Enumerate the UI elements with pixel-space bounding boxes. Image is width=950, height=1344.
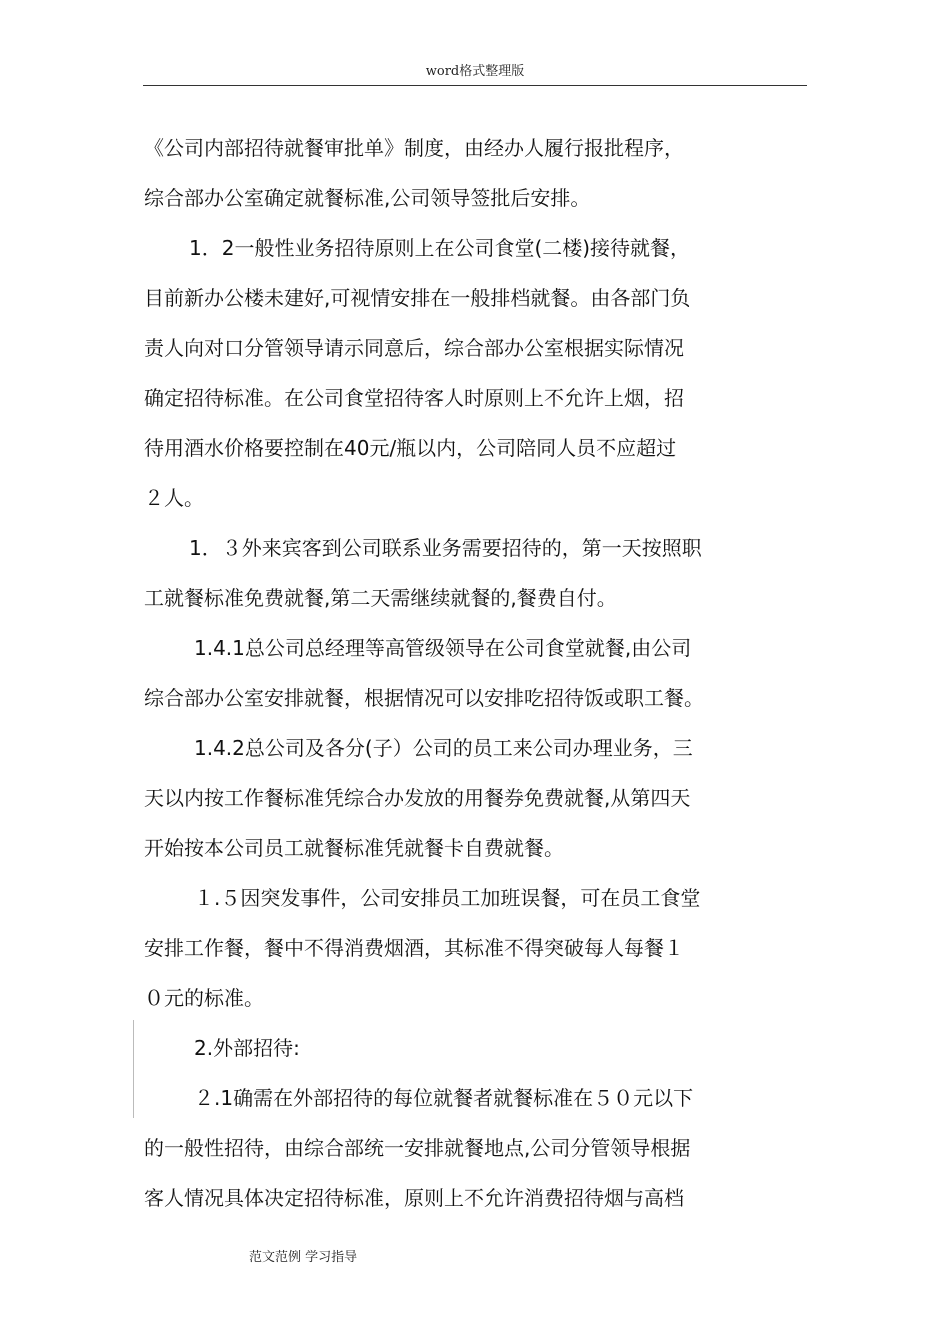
text-line: 的一般性招待，由综合部统一安排就餐地点,公司分管领导根据 xyxy=(144,1136,691,1160)
document-body xyxy=(144,128,808,1228)
text-line: 《公司内部招待就餐审批单》制度，由经办人履行报批程序， xyxy=(144,136,684,160)
text-line: 工就餐标准免费就餐,第二天需继续就餐的,餐费自付。 xyxy=(144,586,617,610)
paragraph-start: ２.1确需在外部招待的每位就餐者就餐标准在５０元以下 xyxy=(194,1086,694,1110)
text-line: 综合部办公室确定就餐标准,公司领导签批后安排。 xyxy=(144,186,591,210)
text-line: ０元的标准。 xyxy=(144,986,264,1010)
text-line: 客人情况具体决定招待标准，原则上不允许消费招待烟与高档 xyxy=(144,1186,684,1210)
text-line: 待用酒水价格要控制在40元/瓶以内，公司陪同人员不应超过 xyxy=(144,436,677,460)
paragraph-start: 1．2一般性业务招待原则上在公司食堂(二楼)接待就餐， xyxy=(189,236,691,260)
text-line: 目前新办公楼未建好,可视情安排在一般排档就餐。由各部门负 xyxy=(144,286,691,310)
text-line: ２人。 xyxy=(144,486,204,510)
header-rule xyxy=(143,85,807,86)
page-header: word格式整理版 xyxy=(425,64,525,79)
text-line: 综合部办公室安排就餐，根据情况可以安排吃招待饭或职工餐。 xyxy=(144,686,704,710)
paragraph-start: 1．３外来宾客到公司联系业务需要招待的，第一天按照职 xyxy=(189,536,702,560)
section-heading: 2.外部招待: xyxy=(194,1036,300,1060)
page-footer: 范文范例 学习指导 xyxy=(249,1250,358,1265)
text-line: 天以内按工作餐标准凭综合办发放的用餐券免费就餐,从第四天 xyxy=(144,786,691,810)
paragraph-start: 1.4.2总公司及各分(子）公司的员工来公司办理业务，三 xyxy=(194,736,693,760)
margin-mark xyxy=(133,1020,134,1118)
paragraph-start: １.５因突发事件，公司安排员工加班误餐，可在员工食堂 xyxy=(194,886,701,910)
text-line: 责人向对口分管领导请示同意后，综合部办公室根据实际情况 xyxy=(144,336,684,360)
text-line: 安排工作餐，餐中不得消费烟酒，其标准不得突破每人每餐１ xyxy=(144,936,684,960)
text-line: 开始按本公司员工就餐标准凭就餐卡自费就餐。 xyxy=(144,836,564,860)
paragraph-start: 1.4.1总公司总经理等高管级领导在公司食堂就餐,由公司 xyxy=(194,636,692,660)
text-line: 确定招待标准。在公司食堂招待客人时原则上不允许上烟，招 xyxy=(144,386,684,410)
